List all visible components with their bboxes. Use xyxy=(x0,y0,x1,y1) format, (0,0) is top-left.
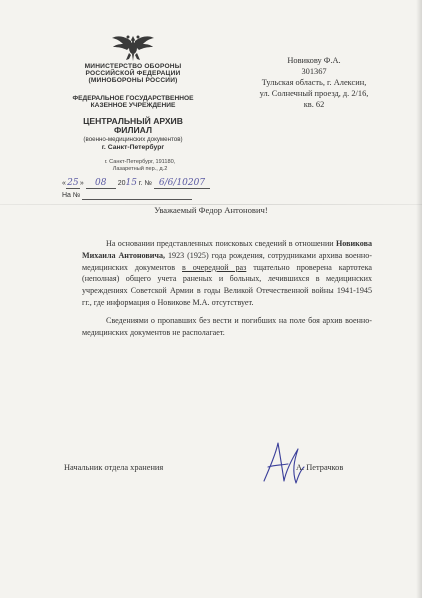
p1-end: тщательно проверена картотека (неполная) общего учета раненых и больных, лечившихся в медицинских учреждениях Советской Армии в годы Великой Отечественной войны 1941-1945 гг., где информация о Новикове М.А. отсутствует. xyxy=(82,262,372,308)
ministry-line: РОССИЙСКОЙ ФЕДЕРАЦИИ xyxy=(85,69,181,77)
date-year-suffix: 15 xyxy=(125,178,137,188)
body-paragraph xyxy=(82,238,372,309)
ministry-line: (МИНОБОРОНЫ РОССИИ) xyxy=(88,76,178,84)
addressee-line: Тульская область, г. Алексин, xyxy=(261,78,367,88)
number-label: № xyxy=(144,180,153,187)
archive-header xyxy=(68,117,198,135)
addressee-line: кв. 62 xyxy=(303,100,325,110)
federal-line: ФЕДЕРАЛЬНОЕ ГОСУДАРСТВЕННОЕ xyxy=(72,95,194,102)
address-line: г. Санкт-Петербург, 191180, xyxy=(104,159,176,165)
federal-institution-header xyxy=(68,96,198,110)
p1-mid: 1923 (1925) года рождения, сотрудниками архива военно-медицинских документов xyxy=(82,250,372,272)
scan-edge-shadow xyxy=(416,0,422,598)
addressee-block xyxy=(254,55,374,110)
ministry-header xyxy=(68,64,198,85)
ministry-line: МИНИСТЕРСТВО ОБОРОНЫ xyxy=(84,63,182,70)
sub-line: г. Санкт-Петербург xyxy=(101,143,165,151)
reference-row xyxy=(62,192,192,200)
date-number-row xyxy=(62,178,210,189)
subject-name: Новикова Михаила Антоновича, xyxy=(82,239,372,260)
archive-line: ЦЕНТРАЛЬНЫЙ АРХИВ xyxy=(83,116,183,126)
outgoing-number: 6/6/10207 xyxy=(154,178,210,189)
signer-name: А. Петрачков xyxy=(296,463,344,472)
date-open-quote: « xyxy=(62,180,66,187)
addressee-line: Новикову Ф.А. xyxy=(287,56,341,65)
sub-line: (военно-медицинских документов) xyxy=(83,136,183,143)
double-headed-eagle-icon xyxy=(111,32,155,62)
letter-body xyxy=(82,238,372,339)
body-paragraph: Сведениями о пропавших без вести и погибших на поле боя архив военно-медицинских документов не располагает. xyxy=(82,315,372,337)
letterhead-address xyxy=(80,159,200,173)
addressee-line: 301367 xyxy=(301,67,327,77)
date-month: 08 xyxy=(86,178,116,189)
archive-line: ФИЛИАЛ xyxy=(113,125,153,136)
federal-line: КАЗЕННОЕ УЧРЕЖДЕНИЕ xyxy=(90,101,176,109)
reference-blank xyxy=(82,192,192,200)
archive-subheader xyxy=(68,137,198,151)
salutation: Уважаемый Федор Антонович! xyxy=(154,205,268,215)
address-line: Лазаретный пер., д.2 xyxy=(112,165,168,172)
underlined-phrase: в очередной раз xyxy=(182,262,247,272)
date-day: 25 xyxy=(67,178,79,188)
date-close-quote: » xyxy=(79,180,84,187)
addressee-line: ул. Солнечный проезд, д. 2/16, xyxy=(259,89,369,99)
signatory-position: Начальник отдела хранения xyxy=(64,463,164,472)
reference-label: На № xyxy=(62,192,81,199)
p1-start: На основании представленных поисковых сведений в отношении xyxy=(106,239,336,248)
date-year-label: г. xyxy=(138,180,143,187)
date-year-prefix: 20 xyxy=(117,180,126,187)
